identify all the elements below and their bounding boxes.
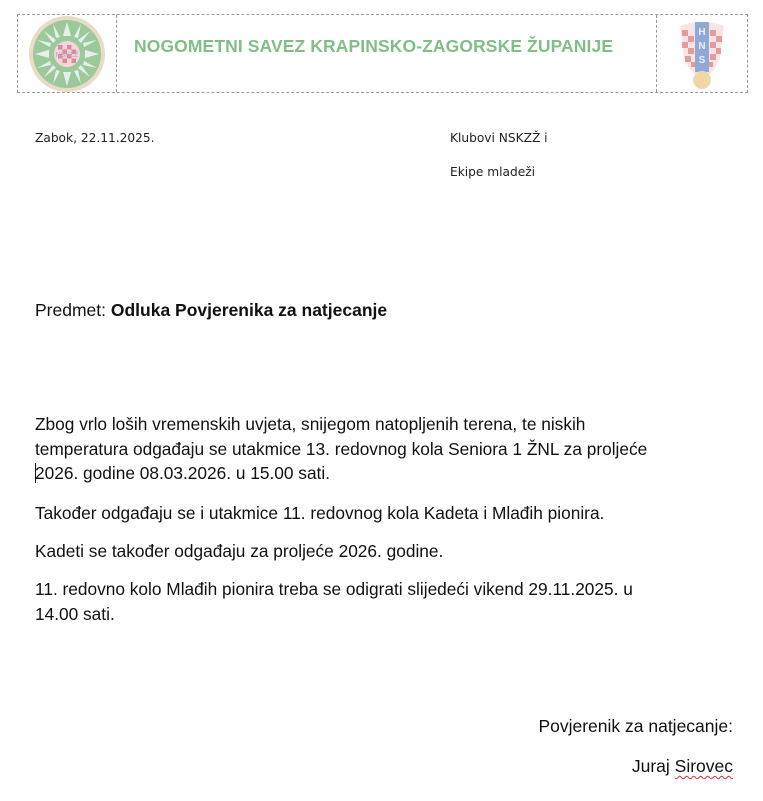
hns-crest-letter: N bbox=[698, 40, 706, 52]
paragraph-1 bbox=[35, 412, 735, 486]
letterhead-title-cell bbox=[117, 15, 656, 92]
hns-crest-icon bbox=[678, 18, 726, 90]
subject-text: Odluka Povjerenika za natjecanje bbox=[110, 300, 388, 320]
paragraph-1-line-3-rest: 026. godine 08.03.2026. u 15.00 sati. bbox=[44, 463, 331, 483]
paragraph-1-line-1: Zbog vrlo loših vremenskih uvjeta, snijegom natopljenih terena, te niskih bbox=[35, 414, 586, 434]
subject-line bbox=[35, 300, 387, 321]
paragraph-1-line-3[interactable] bbox=[35, 461, 735, 486]
paragraph-2: Također odgađaju se i utakmice 11. redovnog kola Kadeta i Mlađih pionira. bbox=[35, 503, 605, 523]
paragraph-1-line-3-first-char: 2 bbox=[35, 463, 45, 483]
letterhead-crest-cell bbox=[656, 15, 747, 92]
paragraph-4 bbox=[35, 577, 735, 626]
letterhead bbox=[17, 14, 748, 93]
recipient-line-2: Ekipe mladeži bbox=[450, 165, 535, 179]
letterhead-logo-cell bbox=[18, 15, 117, 92]
hns-crest-text: HNS bbox=[700, 88, 704, 90]
hns-crest-letter: S bbox=[698, 54, 706, 66]
paragraph-4-line-2: 14.00 sati. bbox=[35, 603, 115, 624]
paragraph-4-line-1: 11. redovno kolo Mlađih pionira treba se odigrati slijedeći vikend 29.11.2025. u bbox=[35, 579, 633, 599]
place-date: Zabok, 22.11.2025. bbox=[35, 131, 155, 145]
subject-label: Predmet: bbox=[35, 300, 111, 320]
nskzz-logo-text: NSKZŽ bbox=[55, 51, 79, 59]
signature-role: Povjerenik za natjecanje: bbox=[538, 716, 733, 736]
signature-first-name: Juraj bbox=[631, 756, 675, 776]
signature-last-name: Sirovec bbox=[674, 756, 733, 776]
nskzz-logo-icon bbox=[27, 14, 107, 94]
hns-crest-letter: H bbox=[698, 26, 706, 38]
recipient-line-1: Klubovi NSKZŽ i bbox=[450, 131, 548, 145]
paragraph-1-line-2: temperatura odgađaju se utakmice 13. redovnog kola Seniora 1 ŽNL za proljeće bbox=[35, 438, 648, 459]
paragraph-3: Kadeti se također odgađaju za proljeće 2026. godine. bbox=[35, 541, 444, 561]
organization-title: NOGOMETNI SAVEZ KRAPINSKO-ZAGORSKE ŽUPANIJE bbox=[134, 36, 614, 56]
signature-name bbox=[632, 756, 733, 777]
